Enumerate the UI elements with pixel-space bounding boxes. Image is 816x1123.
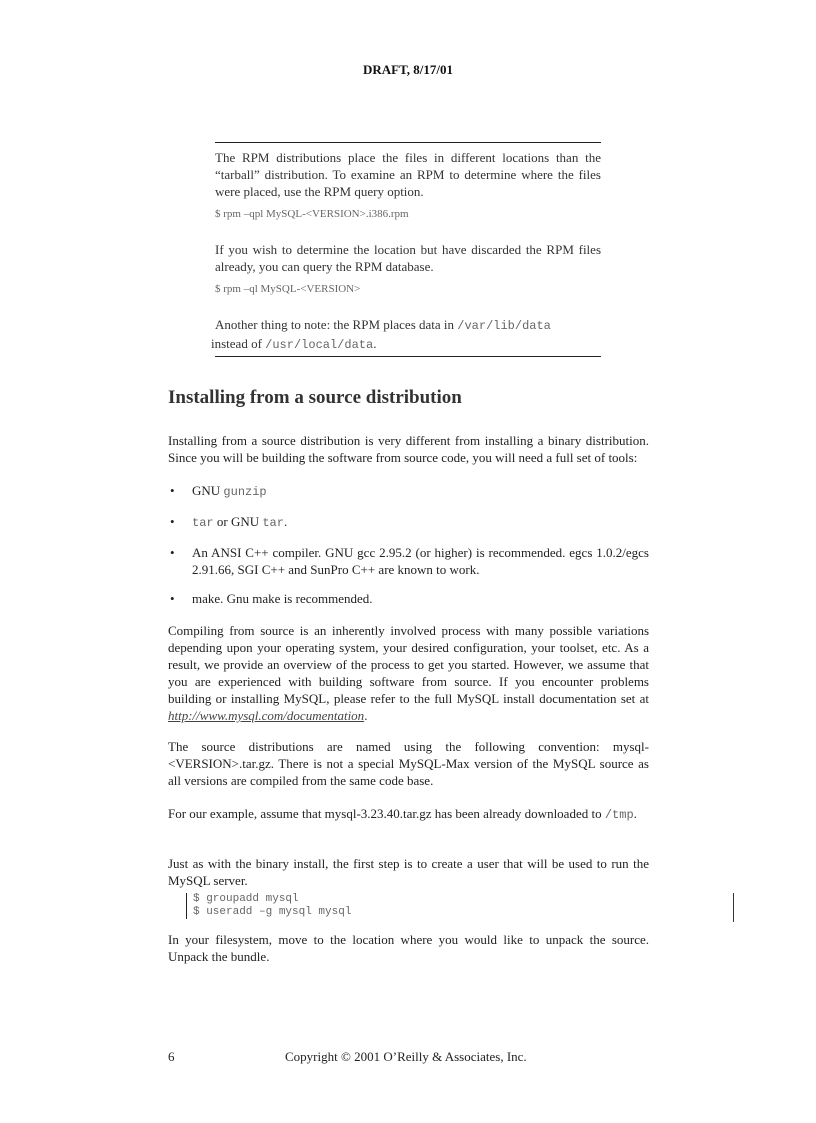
list-item: • GNU gunzip [170,483,267,499]
bullet-text: An ANSI C++ compiler. GNU gcc 2.95.2 (or higher) is recommended. egcs 1.0.2/egcs 2.91.66, SGI C++ and SunPro C++ are known to work. [192,545,649,577]
bullet-text: or GNU [213,514,263,529]
user-step-paragraph [168,855,649,889]
code-tar: tar [192,516,214,530]
tools-list [168,482,649,607]
path-tmp: /tmp [604,808,634,822]
bullet-text: make. Gnu make is recommended. [192,591,373,606]
list-item: • tar or GNU tar. [170,514,288,530]
example-text: . [633,806,637,821]
intro-text: Installing from a source distribution is very different from installing a binary distribution. Since you will be building the software from source code, you will need a full set of tools: [168,433,649,465]
naming-paragraph [168,738,649,789]
list-item: • make. Gnu make is recommended. [170,591,373,606]
compiling-paragraph [168,622,649,724]
code-gunzip: gunzip [223,485,267,499]
documentation-link[interactable]: http://www.mysql.com/documentation [168,708,365,723]
unpack-paragraph [168,931,649,965]
naming-text: The source distributions are named using the following convention: mysql-<VERSION>.tar.gz. There is not a special MySQL-Max version of the MySQL source as all versions are compiled from the same code base. [168,739,649,788]
note-paragraph-2: If you wish to determine the location but have discarded the RPM files already, you can query the RPM database. [215,242,601,274]
page-number: 6 [168,1049,175,1064]
note-paragraph-1: The RPM distributions place the files in different locations than the “tarball” distribution. To examine an RPM to determine where the files were placed, use the RPM query option. [215,150,601,199]
list-item: • An ANSI C++ compiler. GNU gcc 2.95.2 (or higher) is recommended. egcs 1.0.2/egcs 2.91.66, SGI C++ and SunPro C++ are known to work. [170,545,649,577]
note-text: . [373,336,377,351]
compiling-text: . [364,708,368,723]
note-text: Another thing to note: the RPM places data in [215,317,458,332]
note-code-1: $ rpm –qpl MySQL-<VERSION>.i386.rpm [215,208,409,220]
bullet-text: . [283,514,288,529]
draft-header: DRAFT, 8/17/01 [362,62,454,77]
note-code-2: $ rpm –ql MySQL-<VERSION> [215,283,361,295]
compiling-text: Compiling from source is an inherently involved process with many possible variations depending upon your operating system, your desired configuration, your toolset, etc. As a result, we provide an overview of the process to get you started. However, we assume that you are experienced with building software from source. If you encounter problems building or installing MySQL, please refer to the full MySQL install documentation set at [168,623,649,706]
user-step-text: Just as with the binary install, the first step is to create a user that will be used to run the MySQL server. [168,856,649,888]
path-usr-local-data: /usr/local/data [265,338,374,352]
example-text: For our example, assume that mysql-3.23.40.tar.gz has been already downloaded to [168,806,605,821]
path-var-lib-data: /var/lib/data [457,319,551,333]
unpack-text: In your filesystem, move to the location where you would like to unpack the source. Unpack the bundle. [168,932,649,964]
copyright-text: Copyright © 2001 O’Reilly & Associates, Inc. [285,1049,527,1064]
user-create-code: $ groupadd mysql $ useradd –g mysql mysql [186,893,351,919]
section-title: Installing from a source distribution [168,387,462,408]
code-tar: tar [262,516,284,530]
note-text: instead of [211,336,266,351]
change-bar [733,893,734,922]
note-paragraph-3 [211,316,601,354]
example-paragraph [168,805,649,824]
rpm-note-box [211,142,601,357]
intro-paragraph [168,432,649,466]
bullet-text: GNU [192,483,224,498]
